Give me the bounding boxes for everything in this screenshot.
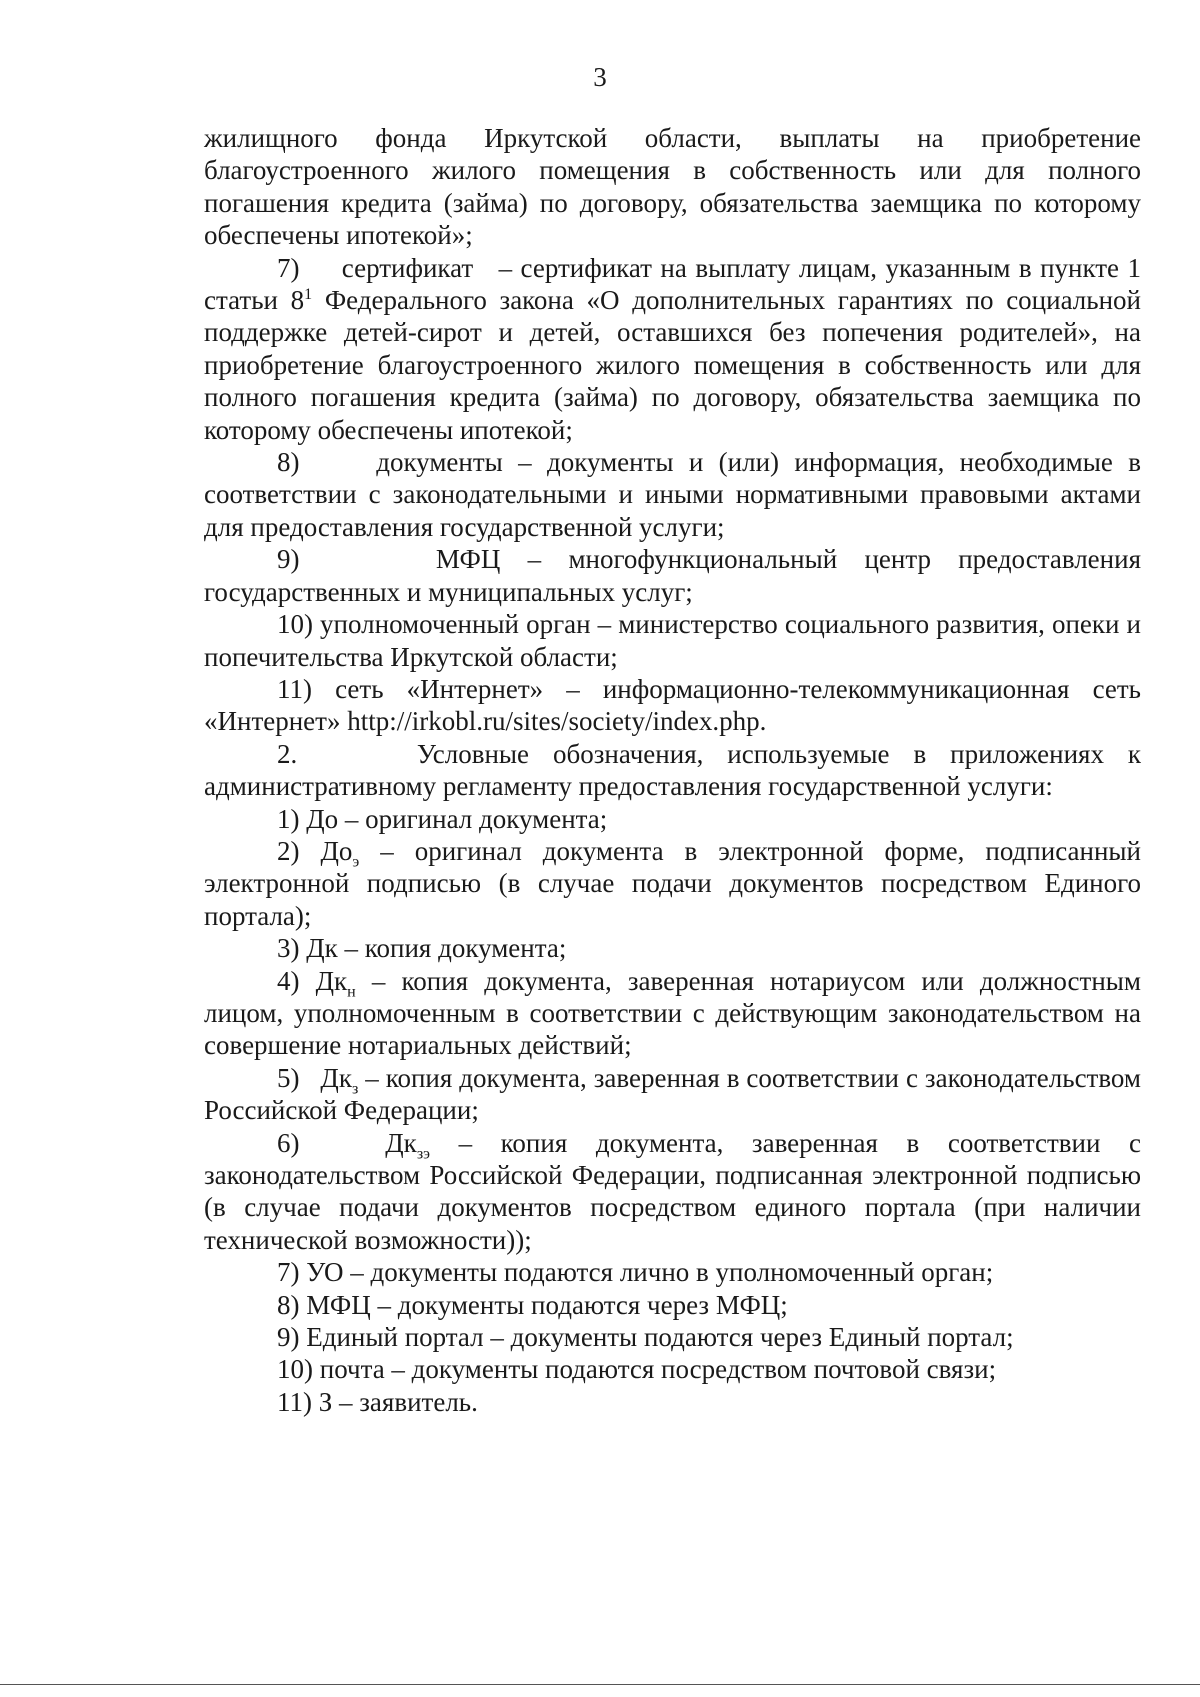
definition-10: 10) уполномоченный орган – министерство социального развития, опеки и попечительства Иркутской области;: [204, 609, 1141, 672]
legend-item-2-text: – оригинал документа в электронной форме, подписанный электронной подписью (в случае подачи документов посредством Единого портала);: [204, 835, 1141, 931]
legend-item-5-text: – копия документа, заверенная в соответствии с законодательством Российской Федерации;: [204, 1062, 1141, 1126]
bottom-rule: [0, 1684, 1200, 1685]
definition-8: 8) документы – документы и (или) информация, необходимые в соответствии с законодательными и иными нормативными правовыми актами для предоставления государственной услуги;: [204, 447, 1141, 542]
section-2-intro: 2. Условные обозначения, используемые в приложениях к административному регламенту предоставления государственной услуги:: [204, 738, 1141, 802]
legend-item-9: 9) Единый портал – документы подаются через Единый портал;: [277, 1322, 1014, 1353]
legend-item-2: [204, 835, 1141, 932]
legend-item-5-code: 5) Дк: [277, 1062, 352, 1093]
legend-item-3: 3) Дк – копия документа;: [277, 933, 567, 964]
legend-item-4-code: 4) Дк: [277, 965, 348, 996]
legend-item-4: [204, 965, 1141, 1062]
definition-7: [204, 252, 1141, 446]
legend-item-5: [204, 1062, 1141, 1127]
legend-item-6-text: – копия документа, заверенная в соответствии с законодательством Российской Федерации, подписанная электронной подписью (в случае подачи документов посредством единого портала (при наличии технической возможности));: [204, 1127, 1141, 1255]
paragraph-continuation: жилищного фонда Иркутской области, выплаты на приобретение благоустроенного жилого помещения в собственность или для полного погашения кредита (займа) по договору, обязательства заемщика по которому обеспечены ипотекой»;: [204, 123, 1141, 251]
legend-item-6-code: 6) Дк: [277, 1127, 417, 1158]
article-superscript: 1: [304, 286, 313, 304]
page-number: 3: [593, 62, 607, 92]
document-body: [204, 122, 1141, 1418]
legend-item-8: 8) МФЦ – документы подаются через МФЦ;: [277, 1289, 788, 1320]
definition-11: 11) сеть «Интернет» – информационно-телекоммуникационная сеть «Интернет» http://irkobl.ru/sites/society/index.php.: [204, 673, 1141, 737]
legend-item-5-sub: з: [351, 1080, 359, 1098]
legend-item-2-code: 2) До: [277, 835, 353, 866]
legend-item-6-sub: зэ: [416, 1144, 430, 1162]
definition-7-rest: Федерального закона «О дополнительных гарантиях по социальной поддержке детей-сирот и детей, оставшихся без попечения родителей», на приобретение благоустроенного жилого помещения в собственность или для полного погашения кредита (займа) по договору, обязательства заемщика по которому обеспечены ипотекой;: [204, 285, 1141, 445]
legend-item-11: 11) З – заявитель.: [277, 1386, 478, 1417]
legend-item-1: 1) До – оригинал документа;: [277, 803, 608, 834]
definition-9: 9) МФЦ – многофункциональный центр предоставления государственных и муниципальных услуг;: [204, 544, 1141, 607]
definition-7-text: 7) сертификат – сертификат на выплату лицам, указанным в пункте 1 статьи 8: [204, 252, 1141, 316]
legend-item-6: [204, 1127, 1141, 1257]
legend-item-2-sub: э: [352, 853, 360, 871]
legend-item-4-sub: н: [347, 982, 356, 1000]
legend-item-4-text: – копия документа, заверенная нотариусом или должностным лицом, уполномоченным в соответствии с действующим законодательством на совершение нотариальных действий;: [204, 965, 1141, 1061]
legend-item-10: 10) почта – документы подаются посредством почтовой связи;: [277, 1354, 997, 1385]
legend-item-7: 7) УО – документы подаются лично в уполномоченный орган;: [277, 1257, 994, 1288]
